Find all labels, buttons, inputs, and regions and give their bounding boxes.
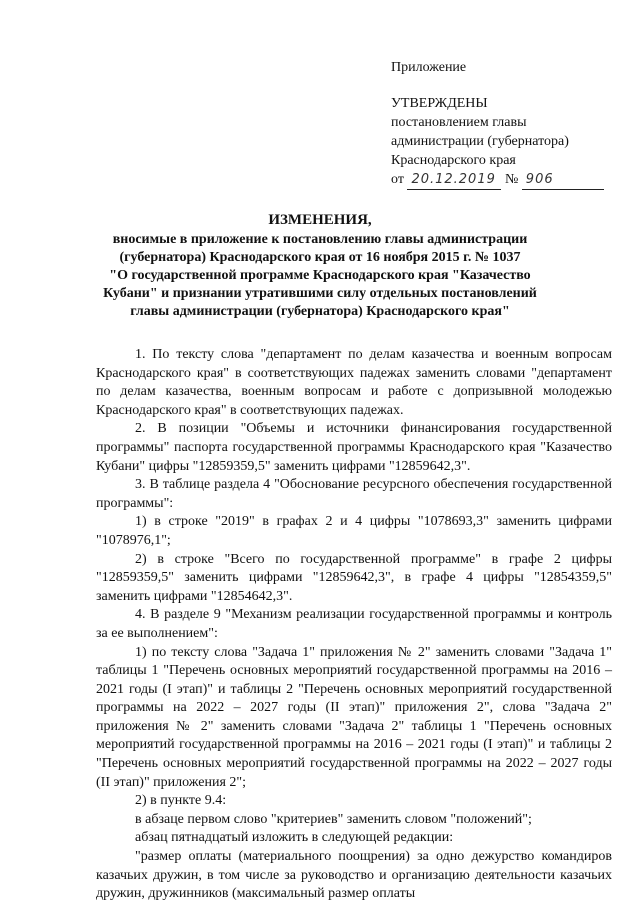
- title-line: Кубани" и признании утратившими силу отдельных постановлений: [103, 286, 537, 301]
- approval-line-3: Краснодарского края: [391, 153, 516, 168]
- number-sign: №: [504, 172, 519, 187]
- paragraph: 1) в строке "2019" в графах 2 и 4 цифры "1078693,3" заменить цифрами "1078976,1";: [96, 514, 612, 548]
- paragraph: 4. В разделе 9 "Механизм реализации государственной программы и контроль за ее выполнением":: [96, 607, 612, 641]
- approval-date-row: [391, 170, 604, 190]
- handwritten-date: 20.12.2019: [407, 170, 501, 190]
- title-line: вносимые в приложение к постановлению главы администрации: [112, 232, 528, 247]
- document-title: [95, 211, 545, 321]
- approval-line-1: постановлением главы: [391, 115, 527, 130]
- paragraph: 2. В позиции "Объемы и источники финансирования государственной программы" паспорта государственной программы Краснодарского края "Казачество Кубани" цифры "12859359,5" заменить цифрами "12859642,3".: [96, 421, 612, 474]
- paragraph: абзац пятнадцатый изложить в следующей редакции:: [135, 830, 454, 846]
- date-prefix: от: [391, 172, 404, 187]
- paragraph: 2) в пункте 9.4:: [135, 793, 227, 809]
- title-line: (губернатора) Краснодарского края от 16 ноября 2015 г. № 1037: [119, 250, 521, 265]
- title-line: главы администрации (губернатора) Краснодарского края": [130, 304, 510, 319]
- paragraph: 3. В таблице раздела 4 "Обоснование ресурсного обеспечения государственной программы":: [96, 477, 612, 511]
- paragraph: 1. По тексту слова "департамент по делам казачества и военным вопросам Краснодарского края" в соответствующих падежах заменить словами "департамент по делам казачества, военным вопросам и работе с допризывной молодежью Краснодарского края" в соответствующих падежах.: [96, 347, 612, 418]
- title-line: "О государственной программе Краснодарского края "Казачество: [109, 268, 531, 283]
- approval-line-2: администрации (губернатора): [391, 134, 569, 149]
- document-body: [96, 346, 612, 904]
- handwritten-number: 906: [522, 170, 604, 190]
- paragraph: 1) по тексту слова "Задача 1" приложения № 2" заменить словами "Задача 1" таблицы 1 "Перечень основных мероприятий государственной программы на 2016 – 2021 годы (I этап)" и таблицы 2 "Перечень основных мероприятий государственной программы на 2022 – 2027 годы (II этап)" приложения 2", слова "Задача 2" приложения № 2" заменить словами "Задача 2" таблицы 1 "Перечень основных мероприятий государственной программы на 2016 – 2021 годы (I этап)" и таблицы 2 "Перечень основных мероприятий государственной программы на 2022 – 2027 годы (II этап)" приложения 2";: [96, 644, 612, 790]
- approved-label: УТВЕРЖДЕНЫ: [391, 96, 488, 111]
- title-heading: ИЗМЕНЕНИЯ,: [268, 212, 372, 228]
- paragraph: 2) в строке "Всего по государственной программе" в графе 2 цифры "12859359,5" заменить цифрами "12859642,3", в графе 4 цифры "12854359,5" заменить цифрами "12854642,3".: [96, 551, 612, 604]
- paragraph: в абзаце первом слово "критериев" заменить словом "положений";: [135, 811, 532, 827]
- paragraph: "размер оплаты (материального поощрения) за одно дежурство командиров казачьих дружин, в том числе за руководство и организацию деятельности казачьих дружин, дружинников (максимальный размер оплаты: [96, 849, 612, 902]
- appendix-label: Приложение: [391, 60, 467, 75]
- approval-stamp: [391, 58, 604, 190]
